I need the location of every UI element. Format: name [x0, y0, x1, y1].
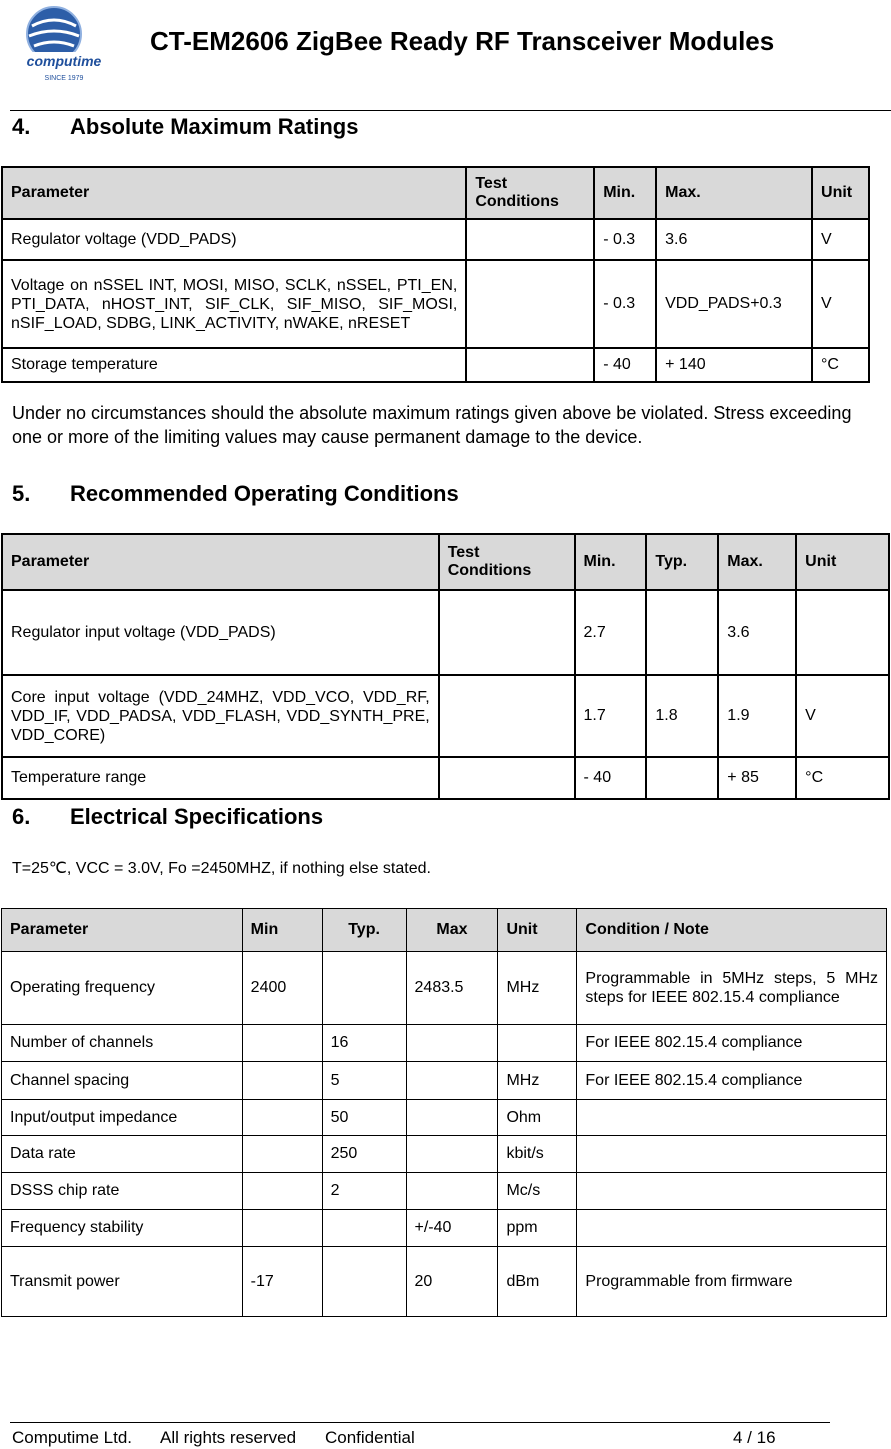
- table-row: Input/output impedance 50 Ohm: [2, 1100, 887, 1136]
- header-divider: [10, 110, 891, 111]
- table-row: Voltage on nSSEL INT, MOSI, MISO, SCLK, nSSEL, PTI_EN, PTI_DATA, nHOST_INT, SIF_CLK, SIF_MISO, SIF_MOSI, nSIF_LOAD, SDBG, LINK_ACTIVITY, nWAKE, nRESET - 0.3 VDD_PADS+0.3 V: [2, 260, 869, 348]
- footer-company: Computime Ltd.: [12, 1428, 132, 1447]
- col-condition-note: Condition / Note: [577, 909, 887, 952]
- absolute-max-ratings-table: [1, 166, 870, 383]
- section-5-heading: 5. Recommended Operating Conditions: [12, 481, 459, 506]
- footer-divider: [10, 1422, 830, 1423]
- table-row: Regulator voltage (VDD_PADS) - 0.3 3.6 V: [2, 219, 869, 260]
- col-parameter: Parameter: [2, 534, 439, 590]
- col-unit: Unit: [812, 167, 869, 219]
- col-min: Min.: [594, 167, 656, 219]
- table-row: Channel spacing 5 MHz For IEEE 802.15.4 compliance: [2, 1062, 887, 1100]
- table-row: Storage temperature - 40 + 140 °C: [2, 348, 869, 382]
- conditions-note: T=25℃, VCC = 3.0V, Fo =2450MHZ, if nothing else stated.: [12, 860, 431, 877]
- col-unit: Unit: [498, 909, 577, 952]
- table-row: Regulator input voltage (VDD_PADS) 2.7 3.6: [2, 590, 889, 675]
- col-parameter: Parameter: [2, 167, 466, 219]
- col-typ: Typ.: [322, 909, 406, 952]
- svg-text:computime: computime: [26, 53, 102, 69]
- col-min: Min.: [575, 534, 647, 590]
- svg-text:SINCE 1979: SINCE 1979: [44, 75, 84, 82]
- col-max: Max: [406, 909, 498, 952]
- footer-rights: All rights reserved: [160, 1428, 297, 1447]
- col-max: Max.: [718, 534, 796, 590]
- col-test-conditions: Test Conditions: [466, 167, 594, 219]
- col-unit: Unit: [796, 534, 889, 590]
- table-row: Frequency stability +/-40 ppm: [2, 1210, 887, 1247]
- warning-paragraph: Under no circumstances should the absolute maximum ratings given above be violated. Stress exceeding one or more of the limiting values may cause permanent damage to the device.: [12, 403, 852, 447]
- table-row: Core input voltage (VDD_24MHZ, VDD_VCO, VDD_RF, VDD_IF, VDD_PADSA, VDD_FLASH, VDD_SYNTH_PRE, VDD_CORE) 1.7 1.8 1.9 V: [2, 675, 889, 757]
- col-parameter: Parameter: [2, 909, 243, 952]
- document-title: CT-EM2606 ZigBee Ready RF Transceiver Modules: [150, 26, 775, 56]
- col-max: Max.: [656, 167, 812, 219]
- table-row: Transmit power -17 20 dBm Programmable from firmware: [2, 1247, 887, 1317]
- footer-confidential: Confidential: [325, 1428, 415, 1447]
- section-4-heading: 4. Absolute Maximum Ratings: [12, 114, 359, 139]
- col-typ: Typ.: [646, 534, 718, 590]
- col-test-conditions: Test Conditions: [439, 534, 575, 590]
- section-6-heading: 6. Electrical Specifications: [12, 804, 324, 829]
- page-number: 4 / 16: [733, 1428, 776, 1447]
- col-min: Min: [242, 909, 322, 952]
- electrical-specs-table: [1, 908, 887, 1317]
- table-row: Operating frequency 2400 2483.5 MHz Programmable in 5MHz steps, 5 MHz steps for IEEE 802.15.4 compliance: [2, 952, 887, 1025]
- table-row: DSSS chip rate 2 Mc/s: [2, 1173, 887, 1210]
- table-row: Temperature range - 40 + 85 °C: [2, 757, 889, 799]
- table-row: Number of channels 16 For IEEE 802.15.4 compliance: [2, 1025, 887, 1062]
- recommended-conditions-table: [1, 533, 890, 800]
- company-logo: [14, 4, 118, 88]
- table-row: Data rate 250 kbit/s: [2, 1136, 887, 1173]
